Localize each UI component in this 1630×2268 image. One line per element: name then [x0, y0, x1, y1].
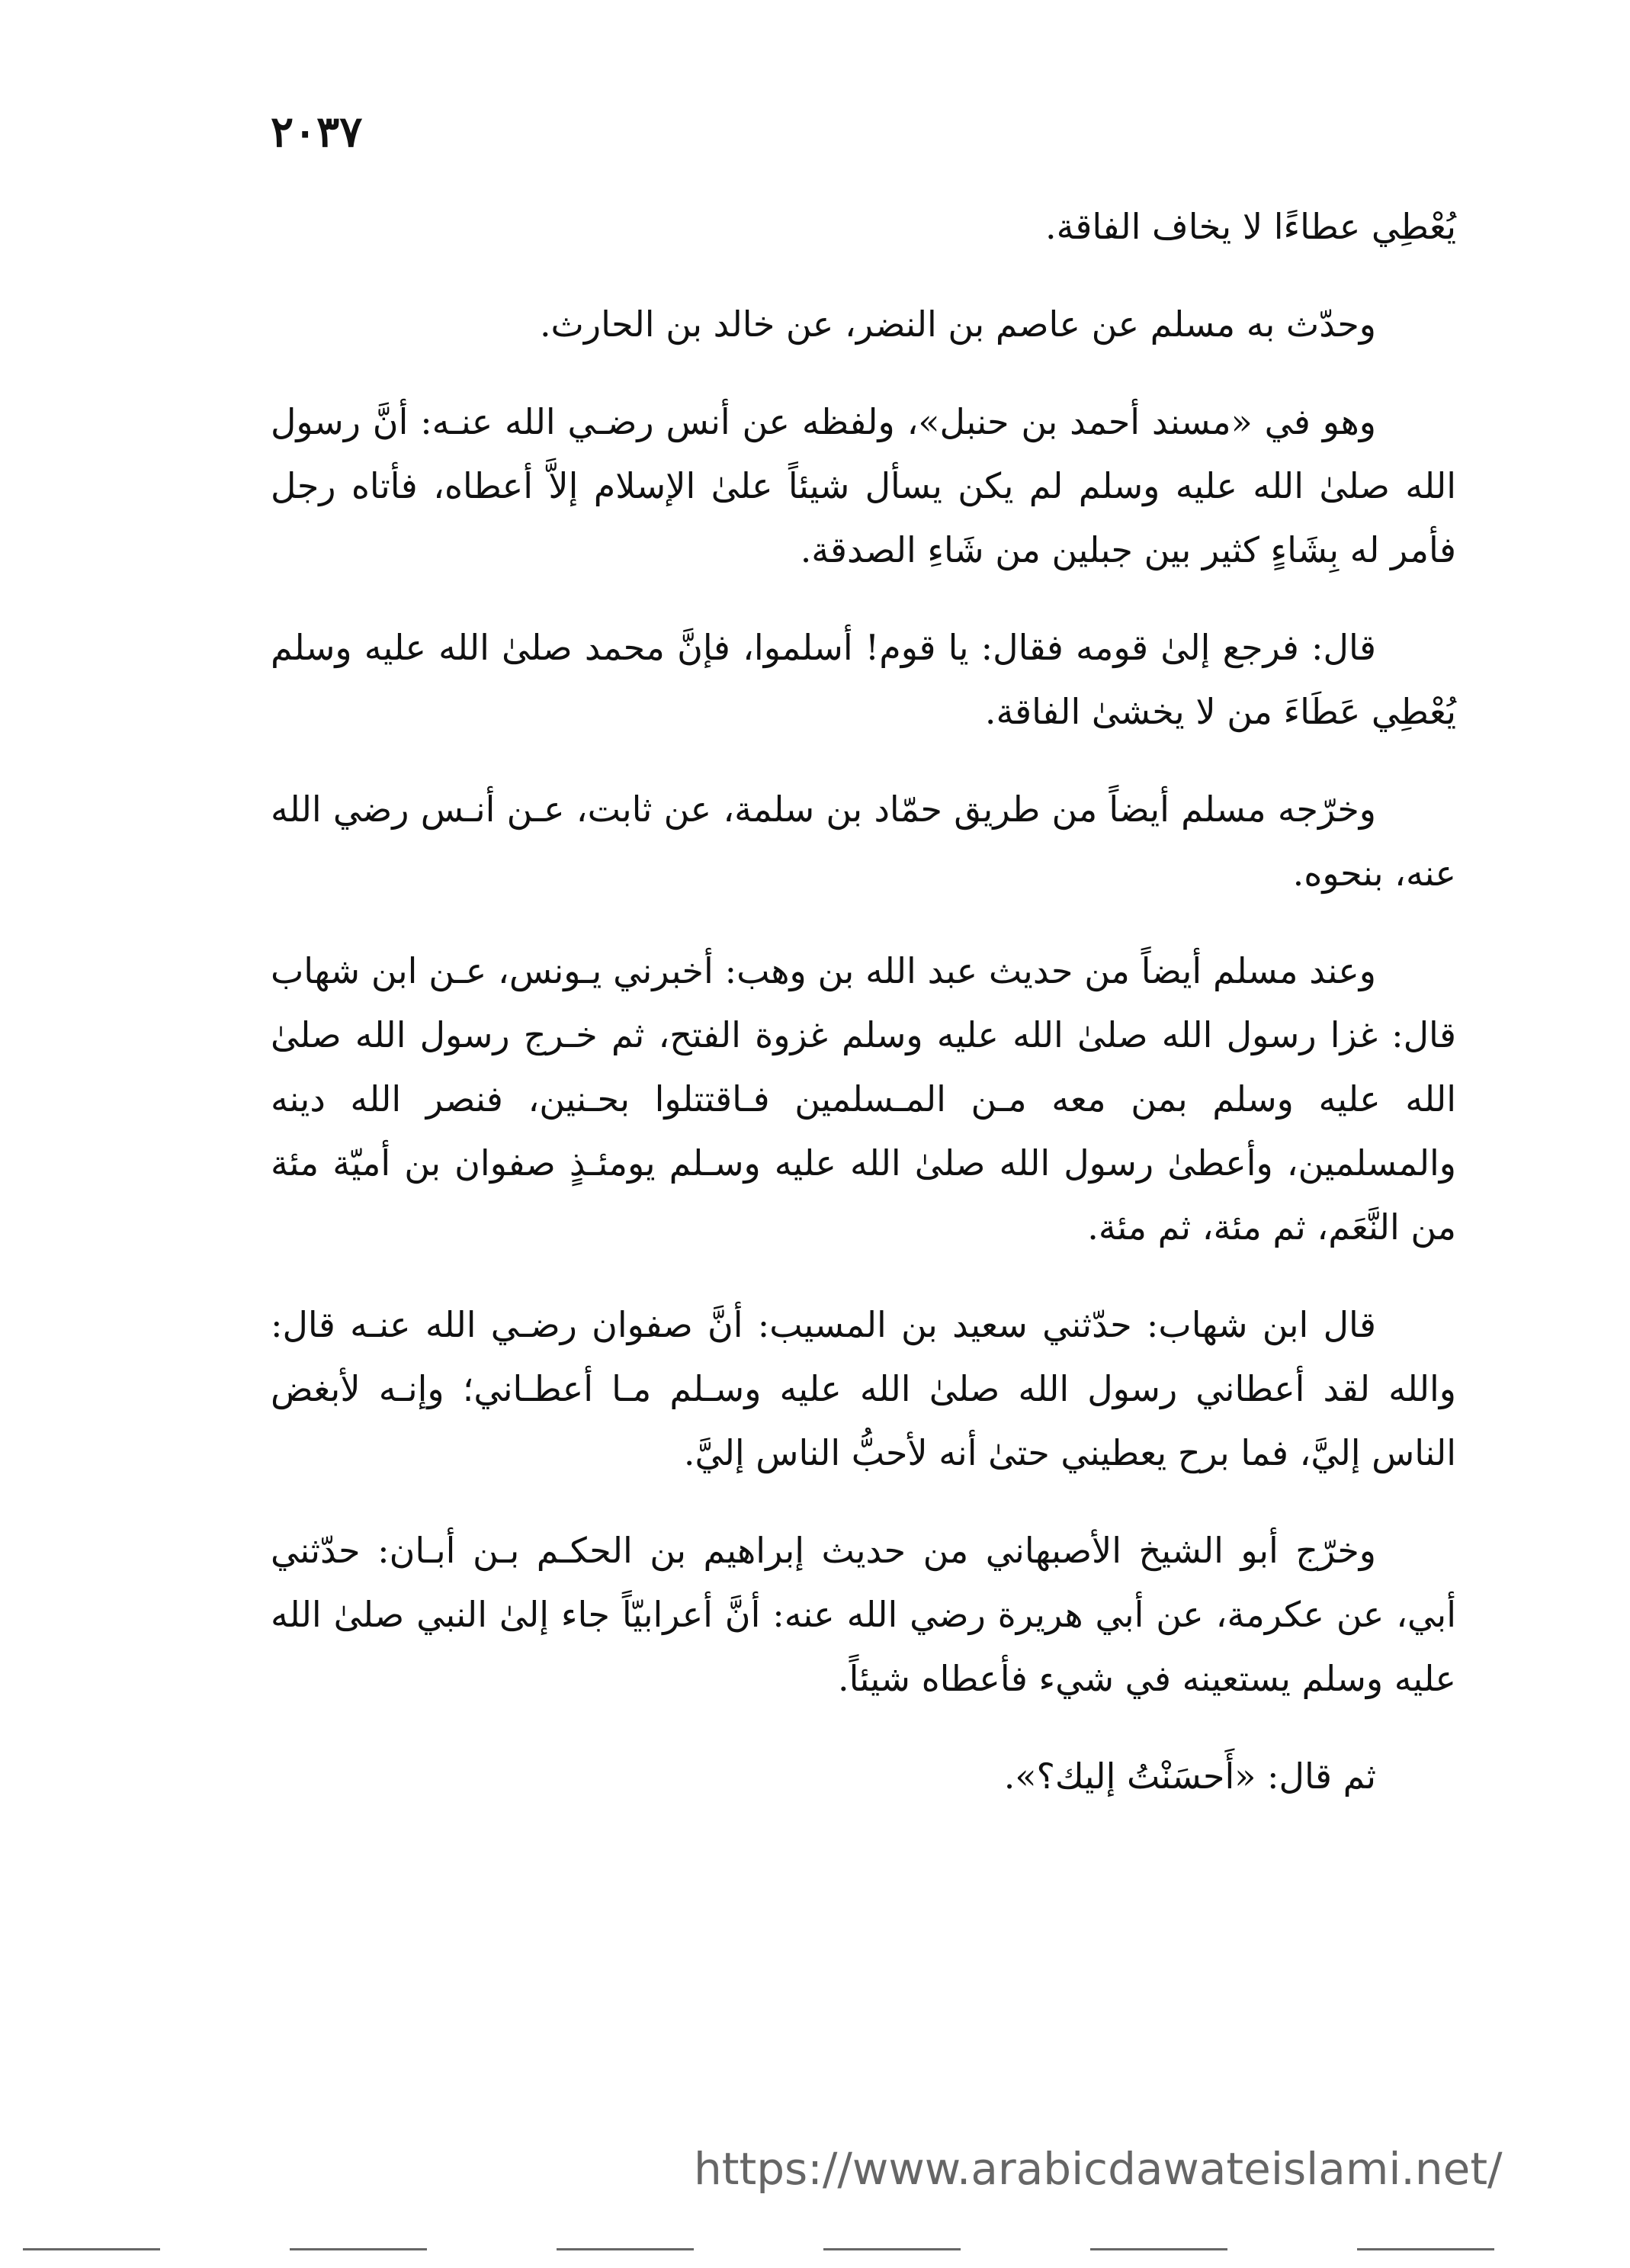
paragraph-5: وخرّجه مسلم أيضاً من طريق حمّاد بن سلمة، عن ثابت، عـن أنـس رضي الله عنه، بنحوه. [271, 789, 1456, 894]
paragraph-8: وخرّج أبو الشيخ الأصبهاني من حديث إبراهيم بن الحكـم بـن أبـان: حدّثني أبي، عن عكرمة، عن أبي هريرة رضي الله عنه: أنَّ أعرابيّاً جاء إلىٰ النبي صلىٰ الله عليه وسلم يستعينه في شيء فأعطاه شيئاً. [271, 1530, 1456, 1699]
footer-divider [823, 2248, 961, 2250]
paragraph-6: وعند مسلم أيضاً من حديث عبد الله بن وهب: أخبرني يـونس، عـن ابن شهاب قال: غزا رسول الله صلىٰ الله عليه وسلم غزوة الفتح، ثم خـرج رسول الله صلىٰ الله عليه وسلم بمن معه مـن المـسلمين فـاقتتلوا بحـنين، فنصر الله دينه والمسلمين، وأعطىٰ رسول الله صلىٰ الله عليه وسـلم يومئـذٍ صفوان بن أميّة مئة من النَّعَم، ثم مئة، ثم مئة. [271, 950, 1456, 1248]
footer-divider [1357, 2248, 1494, 2250]
paragraph-1: يُعْطِي عطاءًا لا يخاف الفاقة. [1045, 206, 1456, 247]
paragraph-7: قال ابن شهاب: حدّثني سعيد بن المسيب: أنَّ صفوان رضـي الله عنـه قال: والله لقد أعطاني رسول الله صلىٰ الله عليه وسـلم مـا أعطـاني؛ وإنـه لأبغض الناس إليَّ، فما برح يعطيني حتىٰ أنه لأحبُّ الناس إليَّ. [271, 1304, 1456, 1473]
paragraph-2: وحدّث به مسلم عن عاصم بن النضر، عن خالد بن الحارث. [539, 304, 1376, 345]
page-body [271, 194, 1456, 1842]
page-number: ٢٠٣٧ [271, 107, 363, 157]
paragraph-9: ثم قال: «أَحسَنْتُ إليك؟». [1003, 1756, 1376, 1797]
footer-url-link[interactable]: https://www.arabicdawateislami.net/ [694, 2143, 1503, 2195]
paragraph-4: قال: فرجع إلىٰ قومه فقال: يا قوم! أسلموا، فإنَّ محمد صلىٰ الله عليه وسلم يُعْطِي عَطَاءَ من لا يخشىٰ الفاقة. [271, 627, 1456, 732]
footer-divider [290, 2248, 427, 2250]
footer-divider [557, 2248, 694, 2250]
paragraph-3: وهو في «مسند أحمد بن حنبل»، ولفظه عن أنس رضـي الله عنـه: أنَّ رسول الله صلىٰ الله عليه وسلم لم يكن يسأل شيئاً علىٰ الإسلام إلاَّ أعطاه، فأتاه رجل فأمر له بِشَاءٍ كثير بين جبلين من شَاءِ الصدقة. [271, 401, 1456, 570]
footer-divider [1090, 2248, 1227, 2250]
footer-divider [23, 2248, 160, 2250]
